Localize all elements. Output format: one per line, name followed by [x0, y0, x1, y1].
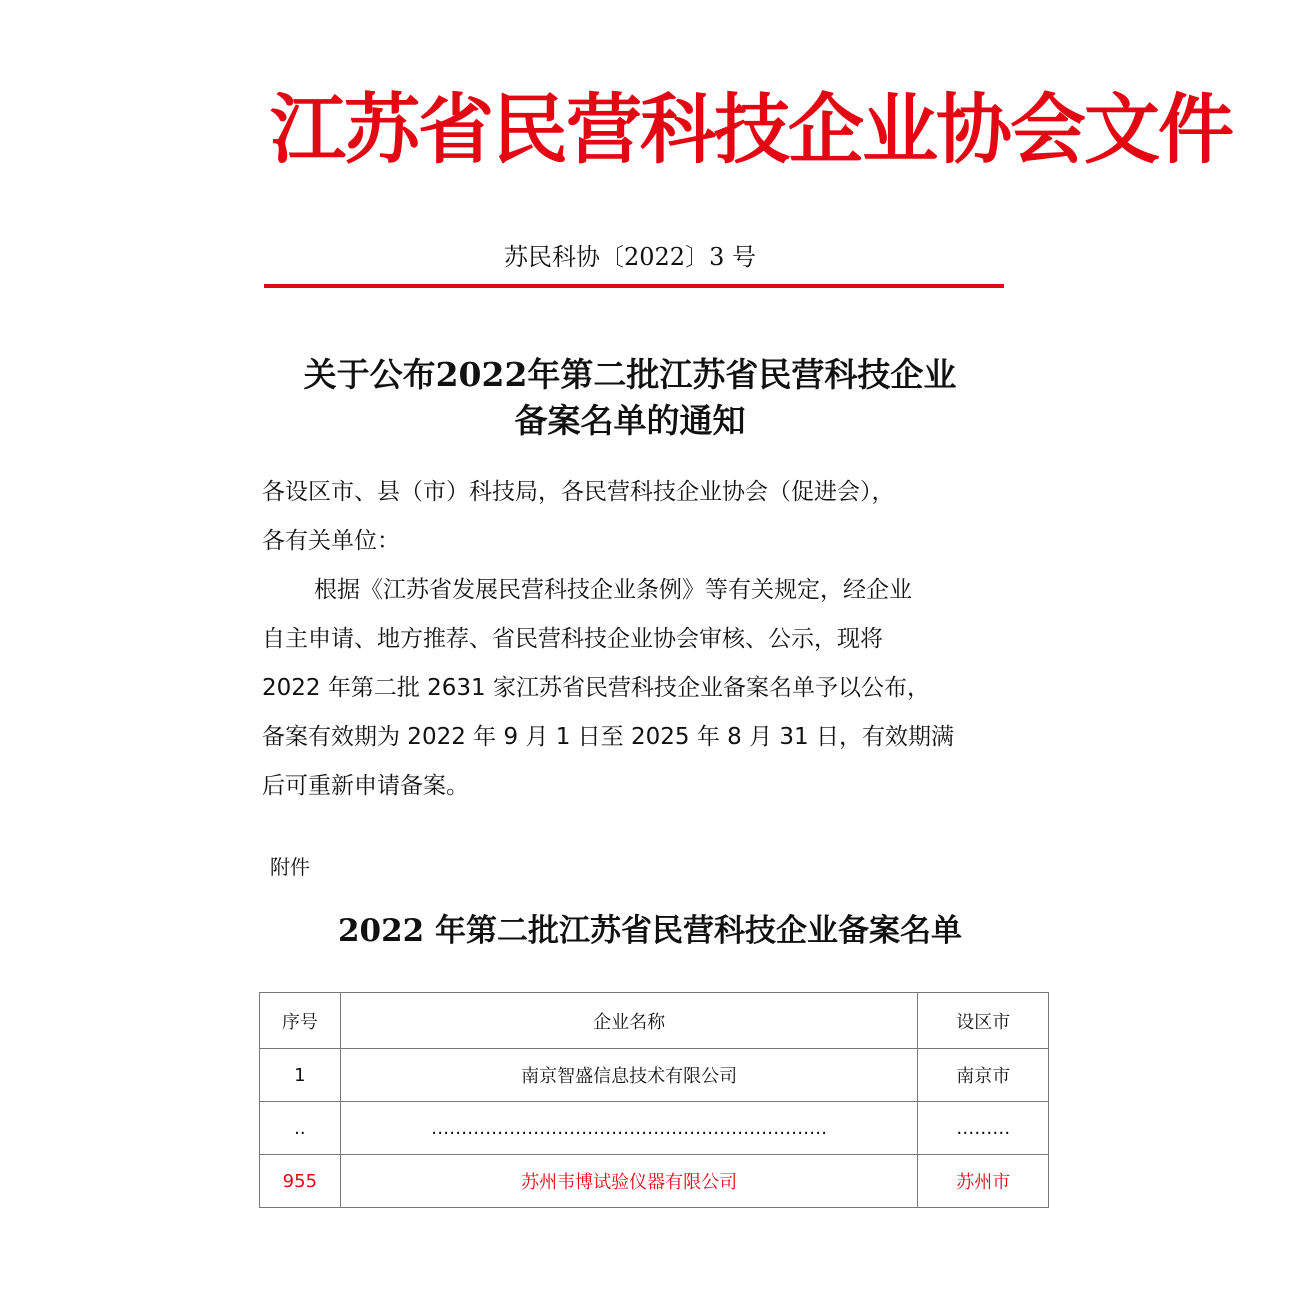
table-header-row [260, 993, 1049, 1049]
notice-title-line-2: 备案名单的通知 [514, 401, 746, 440]
table-row [260, 1102, 1049, 1155]
body-paragraph-line-1: 根据《江苏省发展民营科技企业条例》等有关规定，经企业 [314, 577, 912, 603]
enterprise-list-table [259, 992, 1049, 1208]
salutation-line-1: 各设区市、县（市）科技局，各民营科技企业协会（促进会）， [262, 479, 895, 505]
row-city: 苏州市 [918, 1155, 1049, 1208]
row-serial-number: .. [260, 1102, 341, 1155]
row-enterprise-name: 苏州韦博试验仪器有限公司 [340, 1155, 918, 1208]
body-paragraph-line-3: 2022 年第二批 2631 家江苏省民营科技企业备案名单予以公布， [262, 675, 930, 701]
org-header-title: 江苏省民营科技企业协会文件 [270, 85, 1232, 174]
header-enterprise-name: 企业名称 [340, 993, 918, 1049]
document-number: 苏民科协〔2022〕3 号 [504, 243, 756, 271]
body-paragraph-line-4: 备案有效期为 2022 年 9 月 1 日至 2025 年 8 月 31 日，有效期满 [262, 724, 954, 750]
row-city: 南京市 [918, 1049, 1049, 1102]
notice-body [262, 468, 1007, 811]
attachment-label: 附件 [270, 855, 310, 879]
salutation-line-2: 各有关单位： [262, 528, 400, 554]
row-city: ……… [918, 1102, 1049, 1155]
row-serial-number: 1 [260, 1049, 341, 1102]
notice-title [250, 352, 1010, 444]
header-serial-number: 序号 [260, 993, 341, 1049]
row-serial-number: 955 [260, 1155, 341, 1208]
row-enterprise-name: 南京智盛信息技术有限公司 [340, 1049, 918, 1102]
header-city: 设区市 [918, 993, 1049, 1049]
body-paragraph-line-5: 后可重新申请备案。 [262, 773, 469, 799]
list-title: 2022 年第二批江苏省民营科技企业备案名单 [337, 913, 963, 949]
table-row-highlighted [260, 1155, 1049, 1208]
row-enterprise-name: ………………………………………………………… [340, 1102, 918, 1155]
red-divider-line [264, 284, 1004, 288]
notice-title-line-1: 关于公布2022年第二批江苏省民营科技企业 [303, 355, 957, 394]
body-paragraph-line-2: 自主申请、地方推荐、省民营科技企业协会审核、公示，现将 [262, 626, 883, 652]
table-row [260, 1049, 1049, 1102]
